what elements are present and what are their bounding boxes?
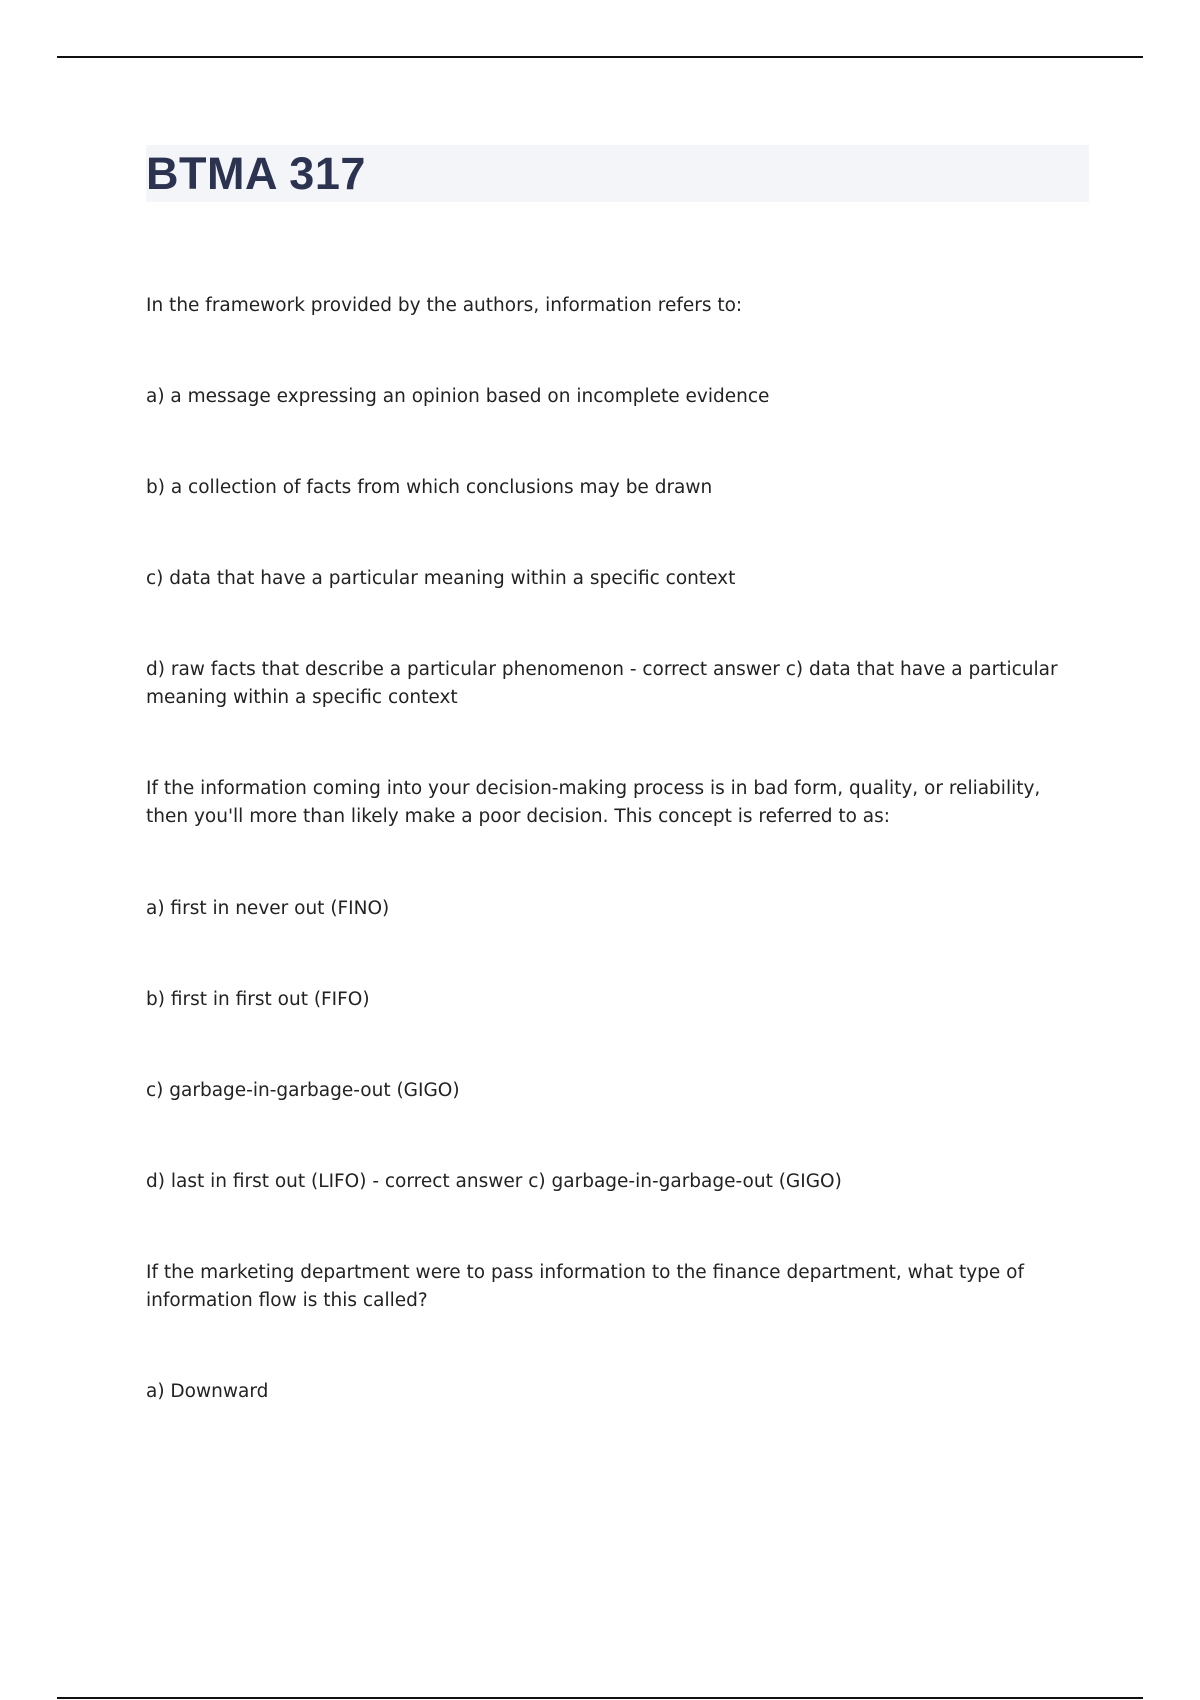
question-3-option-a: a) Downward bbox=[146, 1381, 269, 1402]
document-title: BTMA 317 bbox=[146, 148, 366, 199]
question-2-option-a: a) first in never out (FINO) bbox=[146, 898, 390, 919]
question-1-option-a: a) a message expressing an opinion based on incomplete evidence bbox=[146, 386, 770, 407]
question-3-stem: If the marketing department were to pass information to the finance department, what type of information flow is this called? bbox=[146, 1262, 1025, 1311]
question-2-option-d-answer: d) last in first out (LIFO) - correct answer c) garbage-in-garbage-out (GIGO) bbox=[146, 1171, 842, 1192]
question-2-option-b: b) first in first out (FIFO) bbox=[146, 989, 370, 1010]
question-1-option-c: c) data that have a particular meaning within a specific context bbox=[146, 568, 736, 589]
question-2-stem: If the information coming into your decision-making process is in bad form, quality, or reliability, then you'll more than likely make a poor decision. This concept is referred to as: bbox=[146, 778, 1041, 827]
top-divider bbox=[57, 56, 1143, 58]
question-1-option-d-answer: d) raw facts that describe a particular phenomenon - correct answer c) data that have a particular meaning within a specific context bbox=[146, 659, 1058, 708]
question-1-option-b: b) a collection of facts from which conclusions may be drawn bbox=[146, 477, 713, 498]
question-2-option-c: c) garbage-in-garbage-out (GIGO) bbox=[146, 1080, 460, 1101]
bottom-divider bbox=[57, 1697, 1143, 1699]
question-1-stem: In the framework provided by the authors, information refers to: bbox=[146, 295, 743, 316]
